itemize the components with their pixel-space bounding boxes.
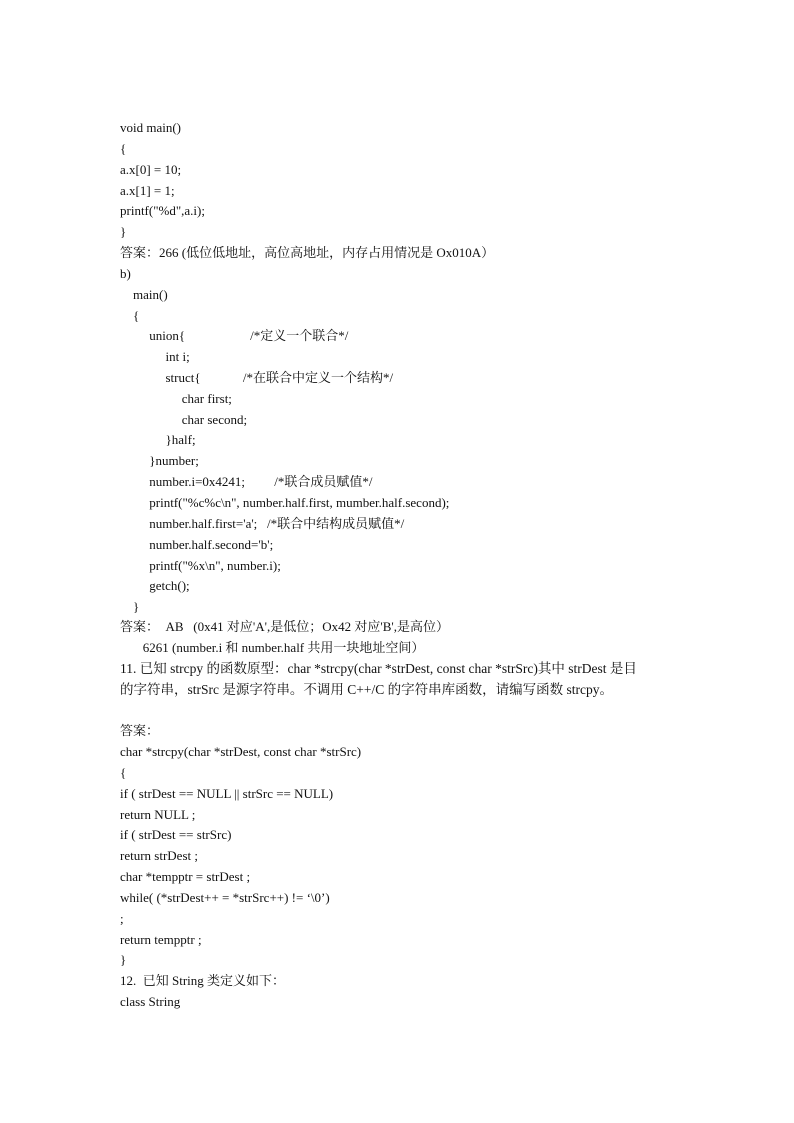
code-line: ;: [120, 911, 124, 926]
answer-heading: 答案：: [120, 723, 160, 738]
code-line: char *strcpy(char *strDest, const char *strSrc): [120, 744, 362, 759]
code-line: {: [120, 765, 127, 780]
code-line: printf("%d",a.i);: [120, 203, 205, 218]
question-11-line-2: 的字符串，strSrc 是源字符串。不调用 C++/C 的字符串库函数，请编写函数 strcpy。: [120, 682, 613, 697]
code-line: int i;: [120, 349, 190, 364]
question-12-line: 12. 已知 String 类定义如下：: [120, 973, 286, 988]
code-line: {: [120, 308, 140, 323]
code-line: }: [120, 224, 127, 239]
code-line: number.half.second='b';: [120, 537, 274, 552]
question-11-line-1: 11. 已知 strcpy 的函数原型：char *strcpy(char *strDest, const char *strSrc)其中 strDest 是目: [120, 661, 637, 676]
code-line: struct{ /*在联合中定义一个结构*/: [120, 370, 394, 385]
code-line: main(): [120, 287, 168, 302]
answer-line: 答案： AB (0x41 对应'A',是低位；Ox42 对应'B',是高位）: [120, 619, 449, 634]
section-label: b): [120, 266, 131, 281]
code-line: number.half.first='a'; /*联合中结构成员赋值*/: [120, 516, 405, 531]
code-line: while( (*strDest++ = *strSrc++) != ‘\0’): [120, 890, 330, 905]
code-line: return NULL ;: [120, 807, 196, 822]
code-line: }: [120, 599, 140, 614]
code-line: class String: [120, 994, 181, 1009]
code-line: }number;: [120, 453, 199, 468]
code-line: if ( strDest == NULL || strSrc == NULL): [120, 786, 334, 801]
code-line: getch();: [120, 578, 190, 593]
code-line: a.x[0] = 10;: [120, 162, 182, 177]
answer-line: 6261 (number.i 和 number.half 共用一块地址空间）: [120, 640, 425, 655]
code-line: number.i=0x4241; /*联合成员赋值*/: [120, 474, 373, 489]
code-line: return strDest ;: [120, 848, 198, 863]
code-line: void main(): [120, 120, 182, 135]
code-line: }half;: [120, 432, 196, 447]
code-line: union{ /*定义一个联合*/: [120, 328, 349, 343]
code-line: char first;: [120, 391, 232, 406]
code-line: char second;: [120, 412, 248, 427]
code-line: {: [120, 141, 127, 156]
answer-line: 答案：266 (低位低地址，高位高地址，内存占用情况是 Ox010A）: [120, 245, 495, 260]
code-line: if ( strDest == strSrc): [120, 827, 232, 842]
code-line: }: [120, 952, 127, 967]
code-line: printf("%c%c\n", number.half.first, mumber.half.second);: [120, 495, 450, 510]
code-line: return tempptr ;: [120, 932, 202, 947]
code-line: printf("%x\n", number.i);: [120, 558, 281, 573]
code-line: a.x[1] = 1;: [120, 183, 175, 198]
code-line: char *tempptr = strDest ;: [120, 869, 251, 884]
